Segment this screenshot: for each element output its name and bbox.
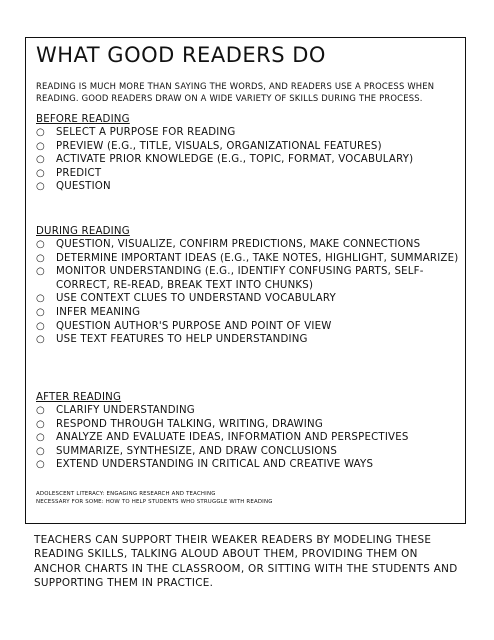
list-item <box>36 252 464 266</box>
list-item <box>36 238 464 252</box>
circle-bullet-icon: ○ <box>36 127 45 138</box>
page-title: WHAT GOOD READERS DO <box>36 43 326 67</box>
list-item <box>36 265 464 292</box>
reference-line: NECESSARY FOR SOME: HOW TO HELP STUDENTS WHO STRUGGLE WITH READING <box>36 499 273 505</box>
circle-bullet-icon: ○ <box>36 306 45 318</box>
closing-paragraph: TEACHERS CAN SUPPORT THEIR WEAKER READERS BY MODELING THESE READING SKILLS, TALKING ALOUD ABOUT THEM, PROVIDING THEM ON ANCHOR CHARTS IN THE CLASSROOM, OR SITTING WITH THE STUDENTS AND SUPPORTING THEM IN PRACTICE. <box>34 534 458 590</box>
list-item <box>36 153 464 167</box>
circle-bullet-icon: ○ <box>36 167 45 179</box>
references <box>36 490 273 506</box>
intro-paragraph: READING IS MUCH MORE THAN SAYING THE WORDS, AND READERS USE A PROCESS WHEN READING. GOOD READERS DRAW ON A WIDE VARIETY OF SKILLS DURING THE PROCESS. <box>36 81 435 103</box>
list-item <box>36 306 464 320</box>
circle-bullet-icon: ○ <box>36 181 45 193</box>
reference-line: ADOLESCENT LITERACY: ENGAGING RESEARCH AND TEACHING <box>36 491 216 497</box>
list-item-text: QUESTION AUTHOR'S PURPOSE AND POINT OF VIEW <box>56 320 332 332</box>
list-item <box>36 126 464 140</box>
list-item-text: PREVIEW (E.G., TITLE, VISUALS, ORGANIZATIONAL FEATURES) <box>56 140 382 152</box>
list-item-text: INFER MEANING <box>56 306 141 318</box>
circle-bullet-icon: ○ <box>36 459 45 471</box>
list-item-text: MONITOR UNDERSTANDING (E.G., IDENTIFY CONFUSING PARTS, SELF-CORRECT, RE-READ, BREAK TEXT INTO CHUNKS) <box>56 266 424 291</box>
list-item-text: RESPOND THROUGH TALKING, WRITING, DRAWING <box>56 418 323 430</box>
list-item-text: QUESTION, VISUALIZE, CONFIRM PREDICTIONS, MAKE CONNECTIONS <box>56 239 421 250</box>
before-reading-heading: BEFORE READING <box>36 114 130 125</box>
list-item <box>36 458 464 472</box>
list-item <box>36 292 464 306</box>
list-item-text: PREDICT <box>56 167 102 179</box>
circle-bullet-icon: ○ <box>36 432 45 444</box>
list-item <box>36 333 464 347</box>
list-item-text: SUMMARIZE, SYNTHESIZE, AND DRAW CONCLUSIONS <box>56 445 338 457</box>
after-reading-list <box>36 404 464 472</box>
circle-bullet-icon: ○ <box>36 252 45 264</box>
list-item <box>36 445 464 459</box>
list-item-text: SELECT A PURPOSE FOR READING <box>56 127 236 138</box>
after-reading-heading: AFTER READING <box>36 392 122 403</box>
list-item <box>36 418 464 432</box>
circle-bullet-icon: ○ <box>36 418 45 430</box>
list-item-text: ANALYZE AND EVALUATE IDEAS, INFORMATION AND PERSPECTIVES <box>56 432 409 444</box>
list-item <box>36 320 464 334</box>
list-item-text: USE TEXT FEATURES TO HELP UNDERSTANDING <box>56 334 308 346</box>
list-item-text: CLARIFY UNDERSTANDING <box>56 405 195 416</box>
list-item <box>36 431 464 445</box>
list-item <box>36 404 464 418</box>
list-item-text: QUESTION <box>56 181 111 193</box>
list-item-text: DETERMINE IMPORTANT IDEAS (E.G., TAKE NOTES, HIGHLIGHT, SUMMARIZE) <box>56 252 459 264</box>
before-reading-list <box>36 126 464 194</box>
circle-bullet-icon: ○ <box>36 445 45 457</box>
during-reading-list <box>36 238 464 347</box>
list-item <box>36 167 464 181</box>
circle-bullet-icon: ○ <box>36 293 45 305</box>
list-item <box>36 140 464 154</box>
during-reading-heading: DURING READING <box>36 226 130 237</box>
list-item-text: EXTEND UNDERSTANDING IN CRITICAL AND CREATIVE WAYS <box>56 459 374 471</box>
circle-bullet-icon: ○ <box>36 320 45 332</box>
list-item-text: ACTIVATE PRIOR KNOWLEDGE (E.G., TOPIC, FORMAT, VOCABULARY) <box>56 154 414 166</box>
circle-bullet-icon: ○ <box>36 266 45 278</box>
circle-bullet-icon: ○ <box>36 239 45 250</box>
circle-bullet-icon: ○ <box>36 140 45 152</box>
list-item-text: USE CONTEXT CLUES TO UNDERSTAND VOCABULARY <box>56 293 336 305</box>
circle-bullet-icon: ○ <box>36 154 45 166</box>
list-item <box>36 180 464 194</box>
circle-bullet-icon: ○ <box>36 334 45 346</box>
circle-bullet-icon: ○ <box>36 405 45 416</box>
